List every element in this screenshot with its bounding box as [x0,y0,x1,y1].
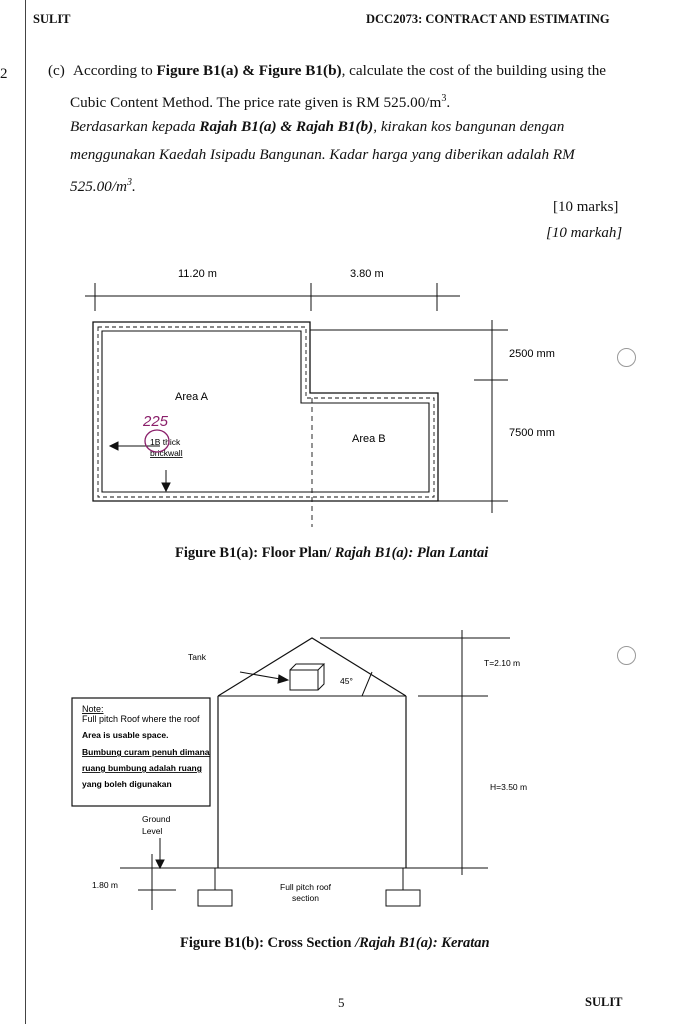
wall-height-label: H=3.50 m [490,782,528,792]
marks-ms: [10 markah] [546,225,623,241]
question-en-line2-text: Cubic Content Method. The price rate given is RM 525.00/m [70,94,442,112]
dim-top-right: 3.80 m [350,268,384,280]
figure-ref-b: Figure B1(b) [258,62,342,79]
wall-note-2: brickwall [150,448,183,458]
cross-section-figure [0,620,679,920]
page-number: 5 [338,995,345,1010]
ground-label-2: Level [142,826,163,836]
question-en-text: According to [73,62,157,79]
caption-a-en: Figure B1(a): Floor Plan/ [175,545,335,561]
rate-text: 525.00/m [70,178,127,196]
arrowhead [278,675,288,683]
note-line-1: Full pitch Roof where the roof [82,714,200,724]
superscript-ms: 3 [126,177,132,188]
question-ms-line1 [70,113,564,141]
period: . [446,94,451,112]
floor-plan-figure [0,255,679,550]
roof-section-label-1: Full pitch roof [280,882,332,892]
outer-wall [93,322,438,501]
question-ms-line2: menggunakan Kaedah Isipadu Bangunan. Kadar harga yang diberikan adalah RM [70,146,575,163]
note-line-4: ruang bumbung adalah ruang [82,763,202,773]
area-a-label: Area A [175,391,209,403]
figure-ref-a: Figure B1(a) [156,62,239,79]
arrowhead [110,442,118,450]
caption-b-en: Figure B1(b): Cross Section [180,935,356,951]
margin-circle-icon [617,646,636,665]
question-ms-line3 [70,169,136,201]
handwritten-225: 225 [143,413,169,430]
header-course: DCC2073: CONTRACT AND ESTIMATING [366,12,610,26]
depth-label: 1.80 m [92,880,118,890]
inner-wall [102,331,429,492]
tank-label: Tank [188,652,206,662]
note-title: Note: [82,704,104,714]
dim-right-lower: 7500 mm [509,427,555,439]
marks-en: [10 marks] [553,199,619,215]
question-ms-text: Berdasarkan kepada [70,118,200,135]
tank-shape [290,664,324,690]
question-label: (c) [48,62,65,79]
footer-sulit: SULIT [585,995,623,1009]
note-line-5: yang boleh digunakan [82,779,172,789]
center-line [98,327,434,497]
arrowhead [156,860,164,868]
rajah-ref-b: Rajah B1(b) [296,118,374,135]
figure-a-caption [175,545,488,562]
right-footing [386,890,420,906]
margin-number: 2 [0,66,8,82]
question-en-text-end: , calculate the cost of the building using the [341,62,607,79]
caption-a-ms: Rajah B1(a): Plan Lantai [334,545,489,561]
angle-mark [362,672,372,696]
note-line-3: Bumbung curam penuh dimana [82,747,210,757]
figure-ref-amp: & [238,62,259,79]
margin-circle-icon [617,348,636,367]
note-line-2: Area is usable space. [82,730,169,740]
roof-section-label-2: section [292,893,319,903]
header-sulit: SULIT [33,12,71,26]
arrowhead [162,483,170,491]
dim-right-upper: 2500 mm [509,348,555,360]
question-en-line1 [73,57,606,85]
superscript: 3 [441,93,447,104]
question-ms-text-end: , kirakan kos bangunan dengan [373,118,565,135]
area-b-label: Area B [352,433,386,445]
caption-b-ms: /Rajah B1(a): Keratan [355,935,490,951]
dim-top-left: 11.20 m [178,268,217,280]
rajah-ref-amp: & [276,118,296,135]
ground-label-1: Ground [142,814,171,824]
angle-label: 45° [340,676,353,686]
roof [218,638,406,696]
roof-height-label: T=2.10 m [484,658,521,668]
period-ms: . [131,178,136,196]
left-footing [198,890,232,906]
figure-b-caption [180,935,490,952]
rajah-ref-a: Rajah B1(a) [199,118,277,135]
wall-note-1: 1B thick [150,437,181,447]
